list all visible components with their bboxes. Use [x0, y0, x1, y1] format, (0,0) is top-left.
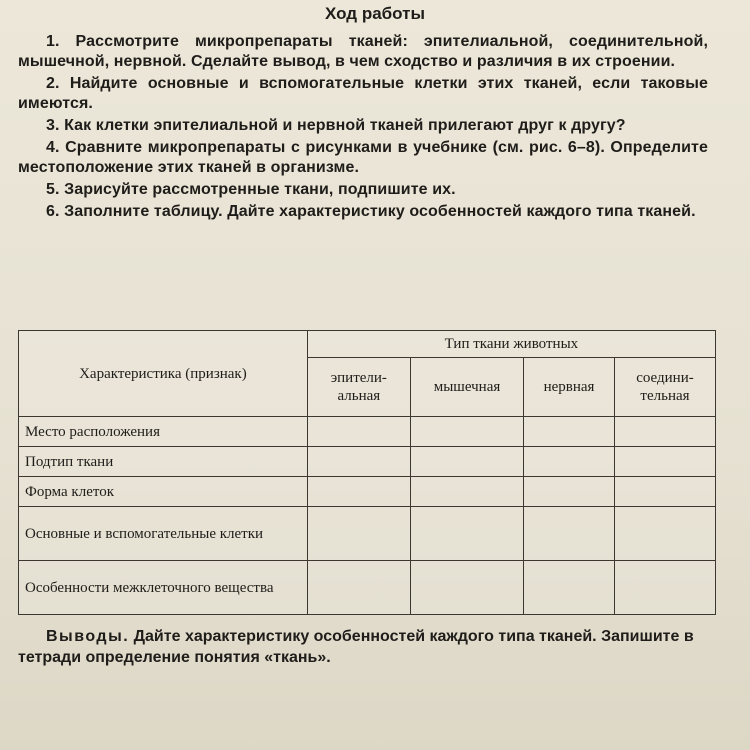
- task-item-6: 6. Заполните таблицу. Дайте характеристику особенностей каждого типа тканей.: [46, 203, 696, 220]
- task-item-3: 3. Как клетки эпителиальной и нервной тканей прилегают друг к другу?: [46, 117, 626, 134]
- table-cell: [614, 477, 715, 507]
- table-row: [19, 561, 716, 615]
- table-cell: [307, 417, 410, 447]
- table-cell: [410, 417, 523, 447]
- table-cell: [524, 477, 615, 507]
- task-item-1: 1. Рассмотрите микропрепараты тканей: эпителиальной, соединительной, мышечной, нервной. Сделайте вывод, в чем сходство и различия в их строении.: [18, 33, 708, 70]
- table-cell: [307, 561, 410, 615]
- tissue-type-header: Тип ткани животных: [307, 331, 715, 358]
- table-cell: [524, 447, 615, 477]
- column-header-nervous: нервная: [524, 358, 615, 417]
- table-cell: [614, 507, 715, 561]
- tissue-characteristics-table: [18, 330, 716, 615]
- row-label-location: Место расположения: [19, 417, 308, 447]
- table-row: [19, 447, 716, 477]
- column-header-connective: соедини-тельная: [614, 358, 715, 417]
- table-cell: [524, 561, 615, 615]
- table-row: [19, 507, 716, 561]
- table-cell: [524, 417, 615, 447]
- table-cell: [524, 507, 615, 561]
- conclusion-paragraph: [18, 626, 733, 668]
- table-row: [19, 477, 716, 507]
- task-item-2: 2. Найдите основные и вспомогательные клетки этих тканей, если таковые имеются.: [18, 75, 708, 112]
- table-row: [19, 417, 716, 447]
- task-list: [18, 32, 708, 224]
- column-header-muscular: мышечная: [410, 358, 523, 417]
- row-label-subtype: Подтип ткани: [19, 447, 308, 477]
- row-label-intercellular-substance: Особенности межклеточного вещества: [19, 561, 308, 615]
- table-cell: [614, 447, 715, 477]
- table-header-row: [19, 331, 716, 358]
- table-cell: [410, 447, 523, 477]
- table-cell: [307, 477, 410, 507]
- table-cell: [307, 447, 410, 477]
- table-cell: [410, 507, 523, 561]
- table-cell: [614, 561, 715, 615]
- column-header-epithelial: эпители-альная: [307, 358, 410, 417]
- table-cell: [410, 477, 523, 507]
- conclusion-text: Дайте характеристику особенностей каждого типа тканей. Запишите в тетради определение понятия «ткань».: [18, 628, 694, 666]
- table-cell: [614, 417, 715, 447]
- table-cell: [307, 507, 410, 561]
- conclusion-lead: Выводы.: [46, 628, 130, 645]
- characteristic-column-header: Характеристика (признак): [19, 331, 308, 417]
- task-item-4: 4. Сравните микропрепараты с рисунками в учебнике (см. рис. 6–8). Определите местоположение этих тканей в организме.: [18, 139, 708, 176]
- table-cell: [410, 561, 523, 615]
- task-item-5: 5. Зарисуйте рассмотренные ткани, подпишите их.: [46, 181, 456, 198]
- row-label-cell-shape: Форма клеток: [19, 477, 308, 507]
- row-label-main-cells: Основные и вспомогательные клетки: [19, 507, 308, 561]
- section-title: Ход работы: [325, 4, 425, 23]
